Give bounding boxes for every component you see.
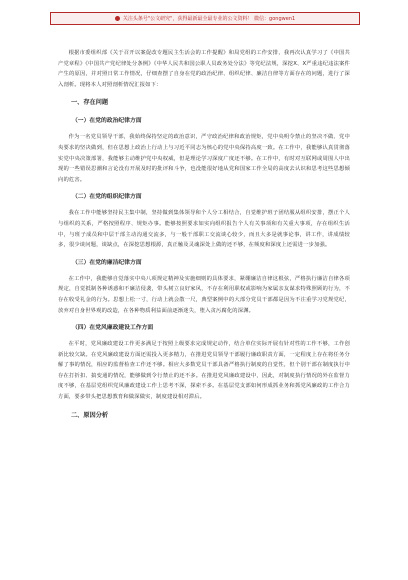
intro-paragraph: 根据市委组织部《关于召开以案促改专题民主生活会的工作提醒》和局党组的工作安排，我再次认真学习了《中国共产党章程》《中国共产党纪律处分条例》《中华人民共和国公职人员政务处分法》等党纪法规，深挖X、X严重违纪违法案件产生的原因，并对照日常工作情况，仔细查摆了自身在党的政治纪律、组织纪律、廉洁自律等方面存在的问题，进行了深入剖析。现将本人对照剖析情况汇报如下： xyxy=(58,50,350,88)
paragraph-integrity-discipline: 在工作中，我能够自觉落实中央八项规定精神及实施细则的具体要求，紧绷廉洁自律这根弦，严格执行廉洁自律各项规定，自觉抵制各种诱惑和不廉洁侵袭，带头树立良好家风，不存在利用职权或影响为家属亲友谋求特殊照顾的行为，不存在收受礼金的行为。思想上松一寸，行动上就会散一尺，典型案例中的大部分党员干部都是因为不注重学习党规党纪，放弃对自身世界观的改造，在各种物质利益面前逐渐迷失，堕入贪污腐化的深渊。 xyxy=(58,275,350,314)
paragraph-organizational-discipline: 我在工作中能够坚持民主集中制，坚持做到集体领导和个人分工相结合，自觉维护班子团结服从组织安排，摆正个人与组织的关系，严格按照程序、规矩办事。能够按照要求如实向组织报告个人有关事项和有关重大事项，存在组织生活中，与班子成员和中层干部主动沟通交流多，与一般干部职工交流谈心较少，而且大多是就事论事，讲工作，讲成绩较多，很少谈问题，谈缺点，在深挖思想根源，真正触及灵魂深处上做的还不够，在频度和深度上还需进一步加强。 xyxy=(58,210,350,249)
promo-banner[interactable] xyxy=(50,12,360,25)
section-heading-issues: 一、存在问题 xyxy=(71,99,109,107)
subheading-organizational-discipline: （二）在党的组织纪律方面 xyxy=(72,194,142,201)
banner-icon xyxy=(115,16,120,21)
subheading-political-discipline: （一）在党的政治纪律方面 xyxy=(72,118,142,125)
banner-text: 关注头条号"公文研究"，获得最新最全最专业的公文资料！ 微信：gongwen1 xyxy=(122,16,296,22)
paragraph-political-discipline: 作为一名党员领导干部，我始终保持坚定的政治意识，严守政治纪律和政治规矩，党中央明令禁止的坚决不做、党中央要求的坚决做到，但在思想上政治上行动上与习近平同志为核心的党中央保持高度一致。在工作中，我能够认真贯彻落实党中央决策部署，我能够主动维护党中央权威，但是理论学习深度广度还不够。在工作中，有时对互联网或周围人中出现的一些错误思潮和言论没有开展及时的批评和斗争，也没能很好地从党和国家工作全局的高度去认识和思考这些思想倾向的危害。 xyxy=(58,134,350,183)
document-body xyxy=(58,48,350,429)
section-heading-cause-analysis: 二、原因分析 xyxy=(71,411,109,419)
paragraph-party-conduct: 在平时，党风廉政建设工作更多满足于按照上级要求完成规定动作，结合单位实际开展有针对性的工作不够，工作创新比较欠缺。在党风廉政建设方面还需投入更多精力，在推进党员领导干部履行廉政职责方面，一定程度上存在将任务分解了事的情况，相应的监督检查工作还不够。相应大多数党员干部具备严格执行制度的自觉性，但个别干部在制度执行中存在打折扣、搞变通的情况，能够做到令行禁止的还不多。在推进党风廉政建设中，因此，对制度执行情况的外在监督力度不够，在基层党组织党风廉政建设工作上思考不深，探索不多。在基层党支部如何形成抓业务和抓党风廉政的工作合力方面，要多带头把思想教育和做深做实，制度建设相对滞后。 xyxy=(58,341,350,401)
subheading-integrity-discipline: （三）在党的廉洁纪律方面 xyxy=(72,259,142,266)
subheading-party-conduct: （四）在党风廉政建设工作方面 xyxy=(72,325,154,332)
